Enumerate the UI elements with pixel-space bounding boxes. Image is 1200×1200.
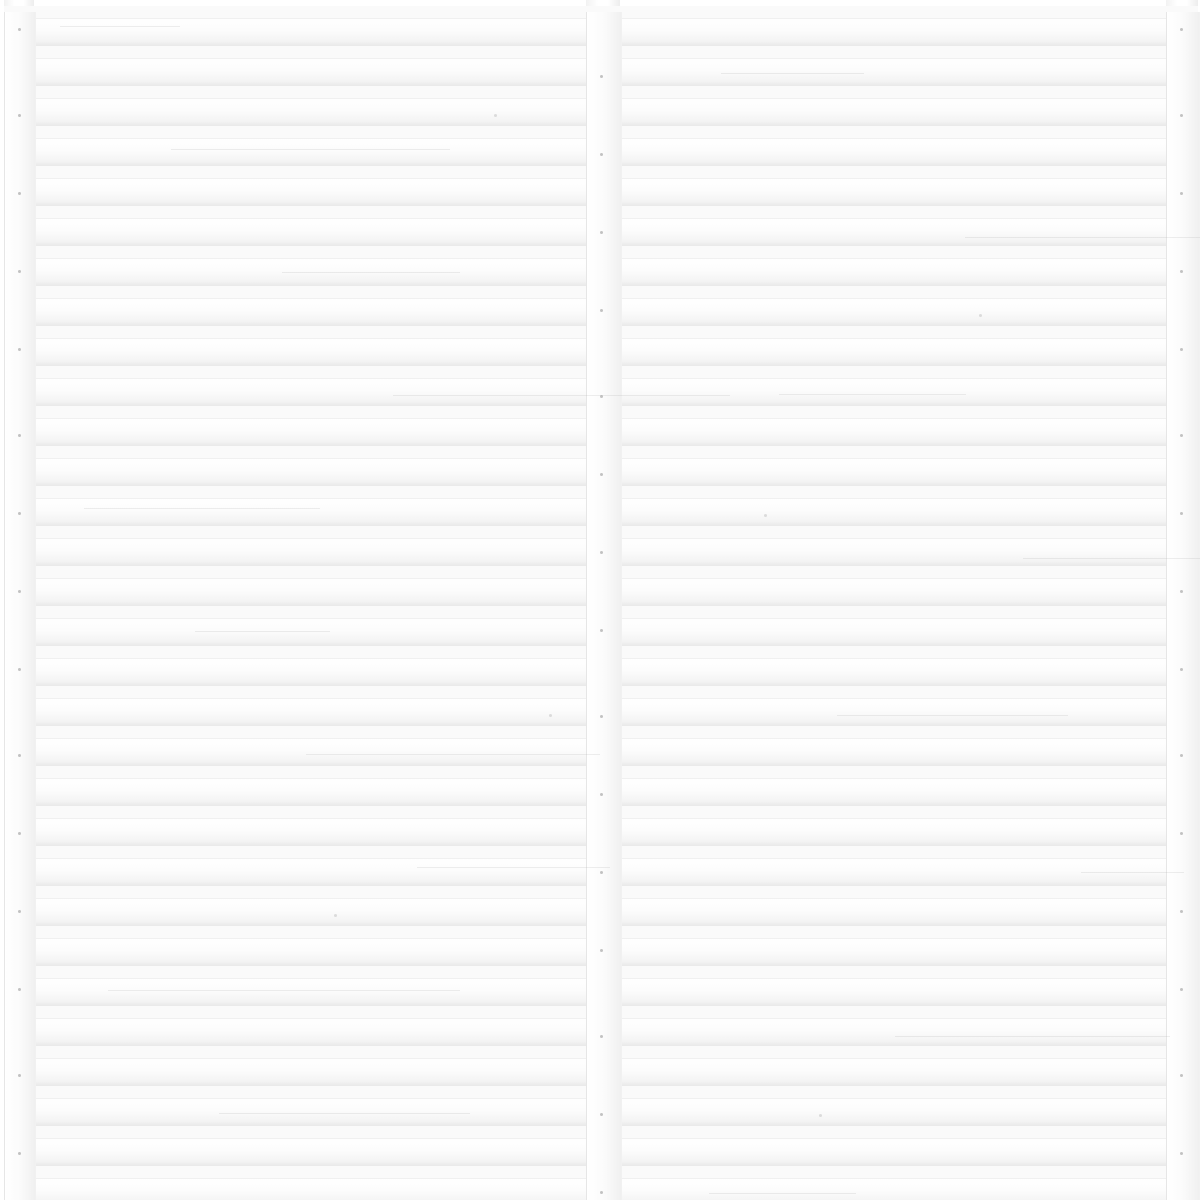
screw-mark [18, 1152, 21, 1155]
surface-speck [979, 314, 982, 317]
wood-grain-streak [306, 754, 600, 755]
screw-mark [1180, 28, 1183, 31]
screw-mark [18, 754, 21, 757]
rail-segment [4, 1172, 36, 1200]
screw-mark [18, 348, 21, 351]
rail-segment [4, 1012, 36, 1052]
rail-segment [4, 772, 36, 812]
surface-speck [334, 914, 337, 917]
rail-segment [1166, 1052, 1200, 1092]
wood-grain-streak [108, 990, 460, 991]
rail-segment [586, 532, 622, 572]
screw-mark [18, 270, 21, 273]
rail-segment [4, 52, 36, 92]
rail-segment [586, 1172, 622, 1200]
rail-segment [1166, 932, 1200, 972]
rail-segment [586, 932, 622, 972]
wood-grain-streak [779, 394, 966, 395]
rail-segment [4, 212, 36, 252]
rail-segment [4, 532, 36, 572]
rail-segment [1166, 812, 1200, 852]
surface-speck [764, 514, 767, 517]
rail-segment [586, 492, 622, 532]
rail-segment [586, 612, 622, 652]
rail-segment [4, 92, 36, 132]
rail-segment [586, 692, 622, 732]
rail-segment [1166, 652, 1200, 692]
screw-mark [1180, 270, 1183, 273]
screw-mark [600, 1035, 603, 1038]
rail-segment [586, 252, 622, 292]
rail-segment [4, 1092, 36, 1132]
screw-mark [1180, 668, 1183, 671]
wood-grain-streak [60, 26, 180, 27]
rail-segment [586, 52, 622, 92]
rail-segment [586, 332, 622, 372]
screw-mark [1180, 114, 1183, 117]
screw-mark [18, 668, 21, 671]
rail-segment [1166, 1012, 1200, 1052]
wood-grain-streak [171, 149, 450, 150]
screw-mark [1180, 754, 1183, 757]
rail-segment [1166, 292, 1200, 332]
screw-mark [600, 629, 603, 632]
rail-segment [4, 612, 36, 652]
rail-segment [1166, 972, 1200, 1012]
wood-grain-streak [837, 715, 1068, 716]
rail-segment [1166, 492, 1200, 532]
screw-mark [600, 715, 603, 718]
screw-mark [600, 551, 603, 554]
wood-grain-streak [721, 73, 864, 74]
screw-mark [18, 434, 21, 437]
rail-segment [1166, 172, 1200, 212]
wood-grain-streak [709, 1193, 856, 1194]
rail-segment [1166, 892, 1200, 932]
rail-segment [586, 852, 622, 892]
rail-segment [4, 1052, 36, 1092]
rail-segment [4, 452, 36, 492]
rail-segment [4, 132, 36, 172]
screw-mark [1180, 590, 1183, 593]
wood-grain-streak [1081, 872, 1184, 873]
screw-mark [1180, 434, 1183, 437]
rail-segment [586, 812, 622, 852]
wood-grain-streak [195, 631, 330, 632]
rail-segment [586, 1052, 622, 1092]
rail-segment [1166, 12, 1200, 52]
screw-mark [1180, 512, 1183, 515]
rail-segment [1166, 212, 1200, 252]
rail-segment [4, 372, 36, 412]
rail-segment [1166, 612, 1200, 652]
rail-segment [586, 292, 622, 332]
rail-segment [4, 12, 36, 52]
screw-mark [1180, 988, 1183, 991]
rail-segment [1166, 772, 1200, 812]
screw-mark [600, 1113, 603, 1116]
rail-segment [1166, 1172, 1200, 1200]
screw-mark [18, 1074, 21, 1077]
rail-segment [586, 212, 622, 252]
screw-mark [18, 832, 21, 835]
rail-segment [4, 652, 36, 692]
screw-mark [1180, 348, 1183, 351]
wood-grain-streak [393, 395, 730, 396]
screw-mark [18, 988, 21, 991]
screw-mark [600, 793, 603, 796]
rail-segment [1166, 372, 1200, 412]
rail-segment [4, 412, 36, 452]
rail-segment [4, 692, 36, 732]
rail-segment [586, 652, 622, 692]
surface-speck [549, 714, 552, 717]
rail-segment [586, 372, 622, 412]
rail-segment [586, 1132, 622, 1172]
screw-mark [1180, 192, 1183, 195]
screw-mark [600, 75, 603, 78]
rail-segment [1166, 252, 1200, 292]
rail-segment [586, 772, 622, 812]
screw-mark [600, 309, 603, 312]
rail-segment [1166, 532, 1200, 572]
rail-segment [1166, 92, 1200, 132]
screw-mark [18, 590, 21, 593]
screw-mark [18, 910, 21, 913]
screw-mark [600, 871, 603, 874]
rail-segment [1166, 52, 1200, 92]
wood-grain-streak [282, 272, 460, 273]
screw-mark [1180, 832, 1183, 835]
rail-segment [1166, 332, 1200, 372]
rail-segment [4, 292, 36, 332]
rail-segment [4, 852, 36, 892]
rail-segment [4, 332, 36, 372]
rail-segment [1166, 572, 1200, 612]
rail-segment [586, 1012, 622, 1052]
wood-grain-streak [965, 237, 1200, 238]
screw-mark [18, 114, 21, 117]
rail-segment [4, 932, 36, 972]
rail-segment [586, 732, 622, 772]
rail-segment [1166, 692, 1200, 732]
rail-segment [586, 572, 622, 612]
rail-segment [586, 972, 622, 1012]
rail-segment [586, 892, 622, 932]
screw-mark [600, 949, 603, 952]
rail-segment [1166, 732, 1200, 772]
screw-mark [1180, 1152, 1183, 1155]
rail-segment [1166, 452, 1200, 492]
rail-segment [586, 132, 622, 172]
rail-segment [1166, 1092, 1200, 1132]
screw-mark [600, 1191, 603, 1194]
rail-segment [586, 12, 622, 52]
screw-mark [600, 153, 603, 156]
screw-mark [1180, 910, 1183, 913]
wood-grain-streak [219, 1113, 470, 1114]
rail-segment [586, 172, 622, 212]
wood-grain-streak [84, 508, 320, 509]
screw-mark [18, 28, 21, 31]
screw-mark [18, 512, 21, 515]
surface-speck [494, 114, 497, 117]
rail-segment [586, 452, 622, 492]
rail-segment [586, 92, 622, 132]
rail-segment [4, 732, 36, 772]
rail-segment [4, 972, 36, 1012]
rail-segment [586, 1092, 622, 1132]
rail-segment [1166, 412, 1200, 452]
screw-mark [600, 231, 603, 234]
surface-speck [819, 1114, 822, 1117]
rail-segment [1166, 1132, 1200, 1172]
screw-mark [600, 473, 603, 476]
screw-mark [1180, 1074, 1183, 1077]
rail-segment [1166, 132, 1200, 172]
wood-grain-streak [895, 1036, 1170, 1037]
wood-grain-streak [1023, 558, 1200, 559]
screw-mark [18, 192, 21, 195]
rail-segment [586, 412, 622, 452]
wood-grain-streak [417, 867, 610, 868]
